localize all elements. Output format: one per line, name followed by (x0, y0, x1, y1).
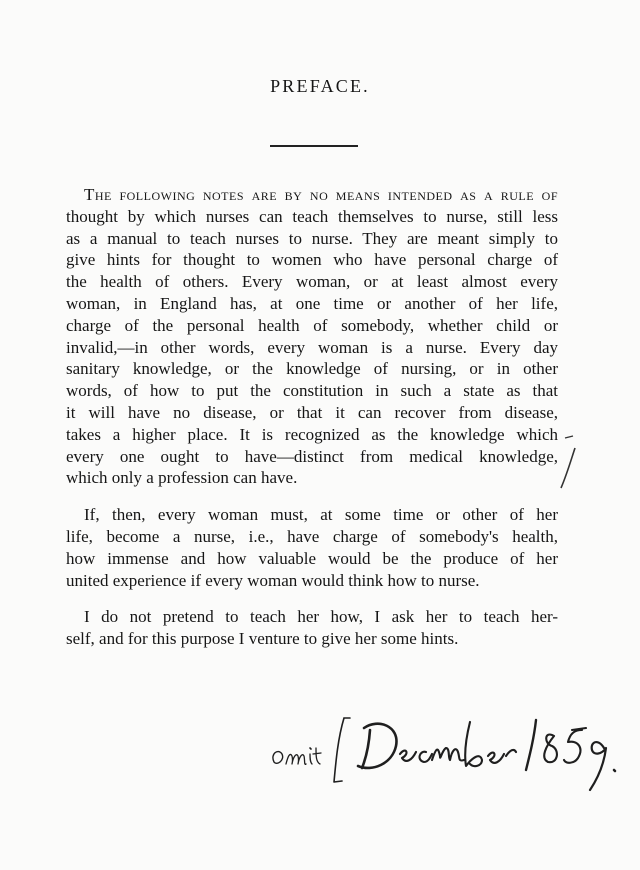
text-line: how immense and how valuable would be the produce of her (66, 548, 558, 568)
text-line: give hints for thought to women who have personal charge of (66, 250, 558, 270)
paragraph-3 (66, 606, 558, 650)
text-line: the health of others. Every woman, or at least almost every (66, 272, 558, 292)
text-line: self, and for this purpose I venture to give her some hints. (66, 629, 459, 649)
text-line: invalid,—in other words, every woman is a nurse. Every day (66, 337, 558, 357)
title-divider (270, 145, 358, 147)
text-line: united experience if every woman would think how to nurse. (66, 570, 480, 590)
text-line: life, become a nurse, i.e., have charge of somebody's health, (66, 526, 558, 546)
text-line: woman, in England has, at one time or another of her life, (66, 293, 558, 313)
text-line (66, 184, 558, 206)
paragraph-1 (66, 184, 558, 489)
text-line: thought by which nurses can teach themselves to nurse, still less (66, 206, 558, 226)
page-title: PREFACE. (270, 76, 370, 96)
paragraph-2 (66, 504, 558, 591)
text-line: words, of how to put the constitution in such a state as that (66, 381, 558, 401)
handwritten-date-annotation (268, 708, 618, 798)
text-line: I do not pretend to teach her how, I ask her to teach her- (84, 607, 558, 627)
text-line: it will have no disease, or that it can recover from disease, (66, 402, 558, 422)
text-line: which only a profession can have. (66, 468, 298, 488)
text-line: If, then, every woman must, at some time or other of her (84, 505, 558, 525)
preface-body (66, 184, 558, 650)
margin-pencil-marks (545, 412, 585, 502)
text-line: as a manual to teach nurses to nurse. They are meant simply to (66, 228, 558, 248)
text-line: sanitary knowledge, or the knowledge of nursing, or in other (66, 359, 558, 379)
text-line: charge of the personal health of somebody, whether child or (66, 315, 558, 335)
text-line: takes a higher place. It is recognized as the knowledge which (66, 424, 558, 444)
text-line-lead: The following notes are by no means intended as a rule of (84, 185, 558, 204)
text-line: every one ought to have—distinct from medical knowledge, (66, 446, 558, 466)
